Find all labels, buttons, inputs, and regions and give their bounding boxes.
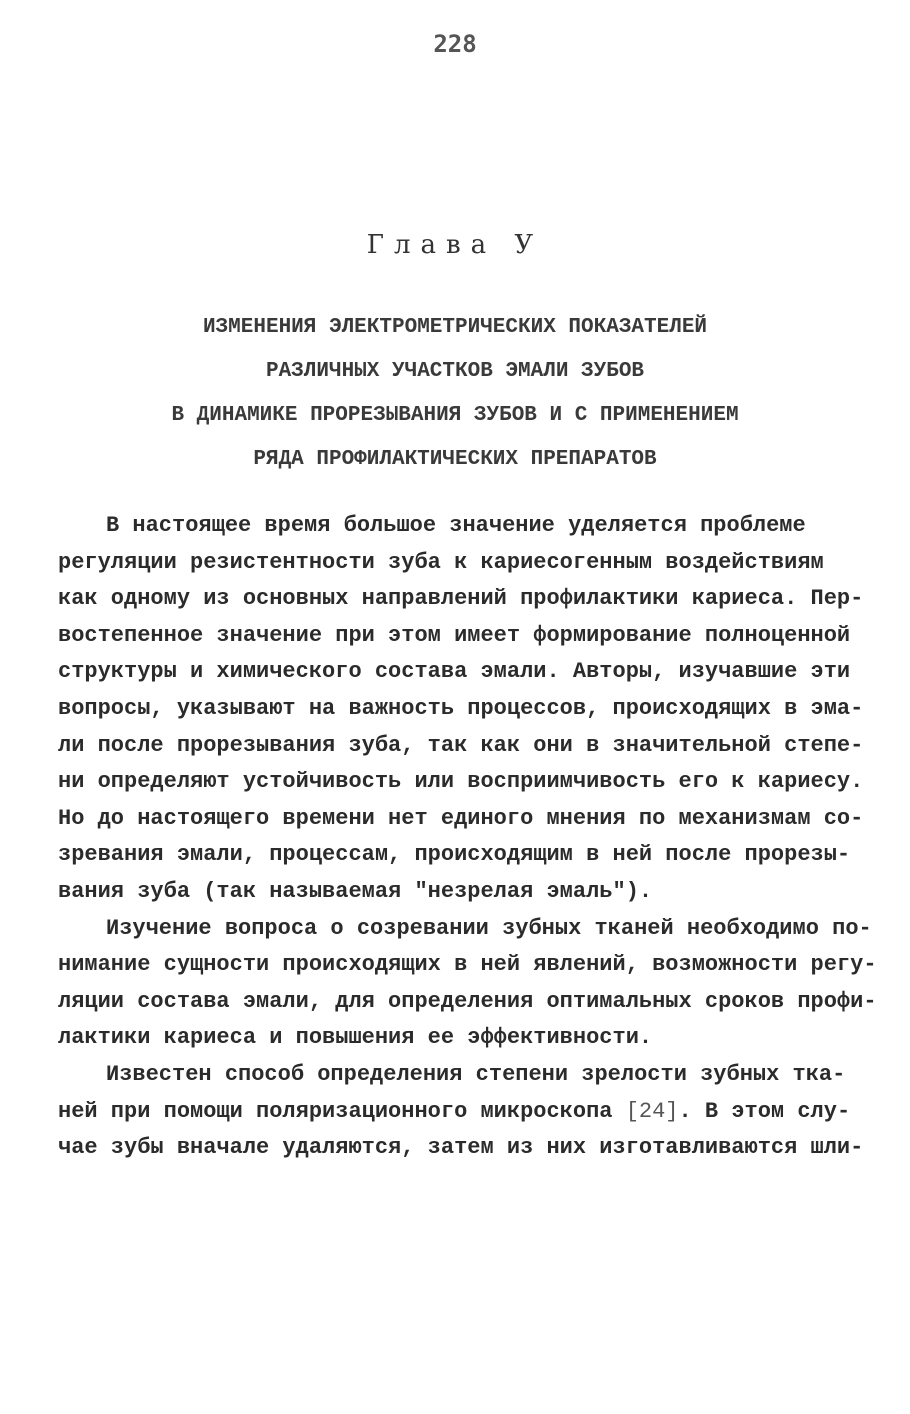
text-line: ли после прорезывания зуба, так как они в значительной степе- bbox=[58, 732, 864, 758]
text-line: ляции состава эмали, для определения оптимальных сроков профи- bbox=[58, 988, 877, 1014]
chapter-title-line: РЯДА ПРОФИЛАКТИЧЕСКИХ ПРЕПАРАТОВ bbox=[253, 448, 657, 471]
chapter-title-line: В ДИНАМИКЕ ПРОРЕЗЫВАНИЯ ЗУБОВ И С ПРИМЕНЕНИЕМ bbox=[171, 404, 739, 427]
paragraph-2 bbox=[58, 911, 877, 1057]
text-line: Изучение вопроса о созревании зубных тканей необходимо по- bbox=[106, 915, 872, 941]
text-line: зревания эмали, процессам, происходящим в ней после прорезы- bbox=[58, 842, 851, 868]
chapter-heading: Глава У bbox=[366, 230, 544, 260]
text-line: регуляции резистентности зуба к кариесогенным воздействиям bbox=[58, 549, 824, 575]
chapter-title-line: ИЗМЕНЕНИЯ ЭЛЕКТРОМЕТРИЧЕСКИХ ПОКАЗАТЕЛЕЙ bbox=[202, 316, 708, 339]
text-line: В настоящее время большое значение уделяется проблеме bbox=[106, 513, 806, 538]
text-line: нимание сущности происходящих в ней явлений, возможности регу- bbox=[58, 952, 877, 978]
text-line: чае зубы вначале удаляются, затем из них изготавливаются шли- bbox=[58, 1135, 864, 1161]
text-line: лактики кариеса и повышения ее эффективности. bbox=[58, 1025, 653, 1051]
text-fragment: ней при помощи поляризационного микроскопа bbox=[58, 1098, 626, 1124]
chapter-title-line: РАЗЛИЧНЫХ УЧАСТКОВ ЭМАЛИ ЗУБОВ bbox=[265, 360, 645, 383]
body-text bbox=[58, 508, 877, 1167]
paragraph-1 bbox=[58, 508, 864, 911]
text-line bbox=[58, 1094, 858, 1131]
text-line: Известен способ определения степени зрелости зубных тка- bbox=[106, 1061, 846, 1087]
text-line: вопросы, указывают на важность процессов, происходящих в эма- bbox=[58, 695, 864, 721]
text-fragment: . В этом слу- bbox=[678, 1098, 851, 1124]
text-line: структуры и химического состава эмали. Авторы, изучавшие эти bbox=[58, 659, 851, 685]
citation-reference: [24] bbox=[625, 1098, 679, 1124]
text-line: вания зуба (так называемая "незрелая эмаль"). bbox=[58, 878, 653, 904]
text-line: востепенное значение при этом имеет формирование полноценной bbox=[58, 622, 851, 648]
text-line: как одному из основных направлений профилактики кариеса. Пер- bbox=[58, 586, 864, 612]
text-line: ни определяют устойчивость или восприимчивость его к кариесу. bbox=[58, 769, 864, 795]
text-line: Но до настоящего времени нет единого мнения по механизмам со- bbox=[58, 805, 864, 831]
page-number: 228 bbox=[433, 30, 477, 58]
paragraph-3 bbox=[58, 1057, 864, 1167]
chapter-title bbox=[120, 306, 790, 482]
